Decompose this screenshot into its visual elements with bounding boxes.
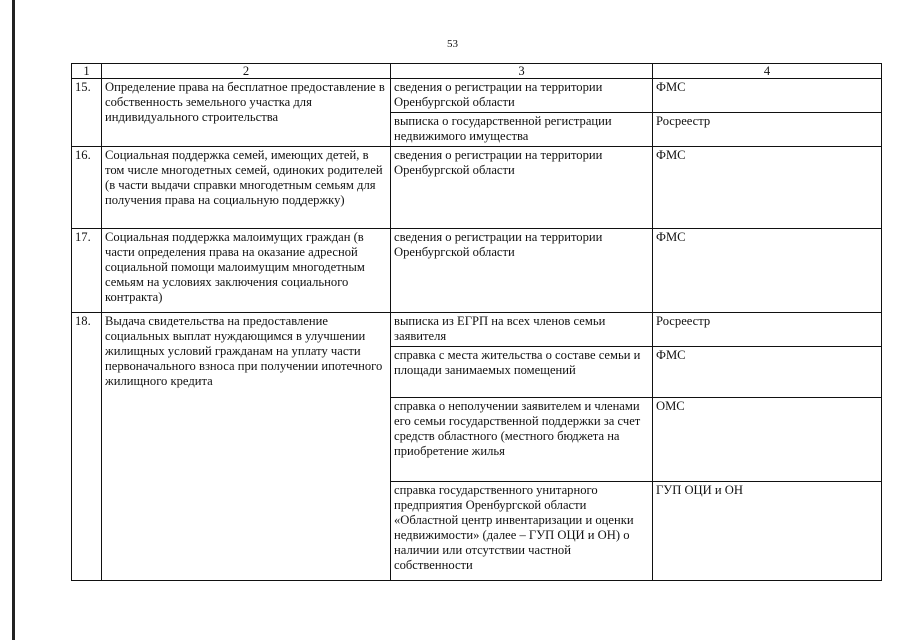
- document-name: выписка о государственной регистрации недвижимого имущества: [391, 113, 653, 147]
- provider-org: ФМС: [653, 229, 882, 313]
- provider-org: ФМС: [653, 79, 882, 113]
- provider-org: ФМС: [653, 347, 882, 398]
- scan-edge-line: [12, 0, 15, 640]
- services-table: [71, 63, 882, 581]
- page-number: 53: [447, 38, 458, 50]
- row-number: 17.: [72, 229, 102, 313]
- document-name: сведения о регистрации на территории Оренбургской области: [391, 147, 653, 229]
- document-name: сведения о регистрации на территории Оренбургской области: [391, 79, 653, 113]
- table-row: [72, 147, 882, 229]
- service-name: Социальная поддержка семей, имеющих детей, в том числе многодетных семей, одиноких родителей (в части выдачи справки многодетным семьям для получения права на социальную поддержку): [102, 147, 391, 229]
- provider-org: ФМС: [653, 147, 882, 229]
- table-row: [72, 79, 882, 113]
- table-row: [72, 229, 882, 313]
- provider-org: ОМС: [653, 398, 882, 482]
- provider-org: ГУП ОЦИ и ОН: [653, 482, 882, 581]
- table-header-row: [72, 64, 882, 79]
- table-row: [72, 313, 882, 347]
- service-name: Определение права на бесплатное предоставление в собственность земельного участка для индивидуального строительства: [102, 79, 391, 147]
- provider-org: Росреестр: [653, 113, 882, 147]
- document-name: выписка из ЕГРП на всех членов семьи заявителя: [391, 313, 653, 347]
- row-number: 15.: [72, 79, 102, 147]
- service-name: Выдача свидетельства на предоставление социальных выплат нуждающимся в улучшении жилищных условий гражданам на уплату части первоначального взноса при получении ипотечного жилищного кредита: [102, 313, 391, 581]
- document-name: сведения о регистрации на территории Оренбургской области: [391, 229, 653, 313]
- header-cell-2: 2: [102, 64, 391, 79]
- row-number: 18.: [72, 313, 102, 581]
- header-cell-1: 1: [72, 64, 102, 79]
- provider-org: Росреестр: [653, 313, 882, 347]
- document-name: справка о неполучении заявителем и членами его семьи государственной поддержки за счет средств областного (местного бюджета на приобретение жилья: [391, 398, 653, 482]
- document-name: справка государственного унитарного предприятия Оренбургской области «Областной центр инвентаризации и оценки недвижимости» (далее – ГУП ОЦИ и ОН) о наличии или отсутствии частной собственности: [391, 482, 653, 581]
- header-cell-4: 4: [653, 64, 882, 79]
- header-cell-3: 3: [391, 64, 653, 79]
- row-number: 16.: [72, 147, 102, 229]
- service-name: Социальная поддержка малоимущих граждан (в части определения права на оказание адресной социальной помощи малоимущим многодетным семьям на условиях заключения социального контракта): [102, 229, 391, 313]
- document-name: справка с места жительства о составе семьи и площади занимаемых помещений: [391, 347, 653, 398]
